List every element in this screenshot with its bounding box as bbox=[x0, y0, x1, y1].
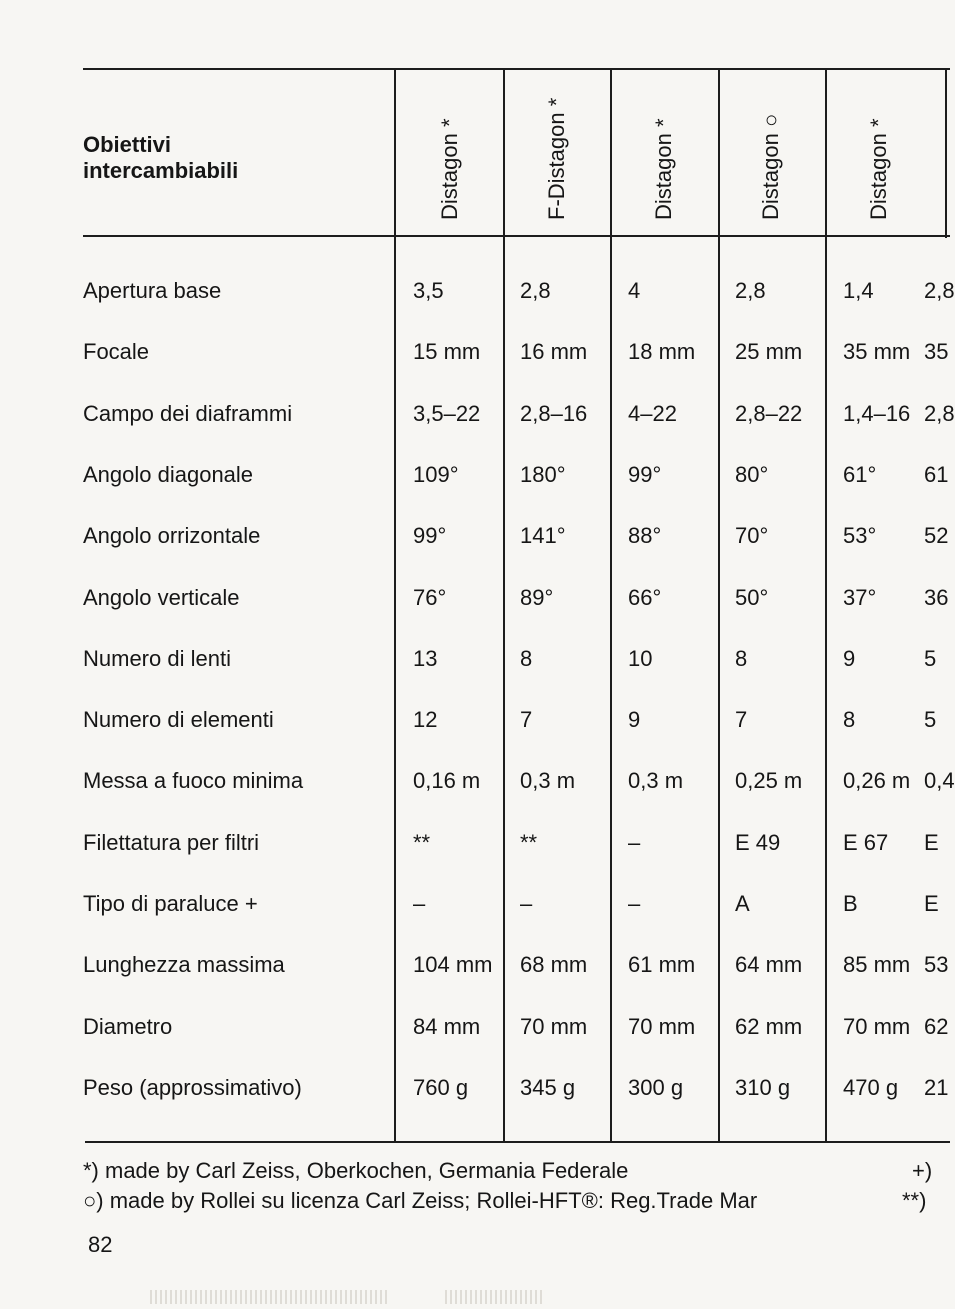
table-cell: 16 mm bbox=[520, 339, 588, 364]
table-cell: 2,8 bbox=[924, 278, 955, 303]
table-cell: 10 bbox=[628, 646, 653, 671]
table-cell: 85 mm bbox=[843, 952, 911, 977]
table-cell: 310 g bbox=[735, 1075, 791, 1100]
row-label: Numero di lenti bbox=[83, 646, 231, 671]
footnote-ref: **) bbox=[902, 1188, 927, 1213]
table-cell: 2,8 bbox=[520, 278, 551, 303]
table-cell: 36 bbox=[924, 585, 949, 610]
row-label: Angolo diagonale bbox=[83, 462, 254, 487]
table-cell: 0,4 bbox=[924, 768, 955, 793]
column-header bbox=[527, 60, 587, 220]
table-cell: 88° bbox=[628, 523, 662, 548]
table-cell: 4–22 bbox=[628, 401, 677, 426]
table-header-label bbox=[83, 132, 238, 184]
table-cell: 18 mm bbox=[628, 339, 696, 364]
lens-name: Distagon bbox=[437, 133, 462, 220]
table-cell: 0,3 m bbox=[520, 768, 576, 793]
table-cell: 5 bbox=[924, 646, 937, 671]
row-label: Angolo verticale bbox=[83, 585, 240, 610]
table-cell: 104 mm bbox=[413, 952, 493, 977]
table-cell: 68 mm bbox=[520, 952, 588, 977]
lens-name: Distagon bbox=[651, 133, 676, 220]
column-header bbox=[741, 60, 801, 220]
row-label: Tipo di paraluce + bbox=[83, 891, 258, 916]
table-cell: E bbox=[924, 891, 939, 916]
table-cell: 5 bbox=[924, 707, 937, 732]
table-cell: 25 mm bbox=[735, 339, 803, 364]
table-cell: 70 mm bbox=[628, 1014, 696, 1039]
row-label: Angolo orrizontale bbox=[83, 523, 261, 548]
table-cell: 8 bbox=[735, 646, 748, 671]
column-divider bbox=[610, 68, 612, 1141]
table-cell: 70 mm bbox=[843, 1014, 911, 1039]
footnote-rollei: ○) made by Rollei su licenza Carl Zeiss; Rollei-HFT®: Reg.Trade Mar bbox=[83, 1188, 758, 1213]
table-cell: 62 bbox=[924, 1014, 949, 1039]
table-cell: 64 mm bbox=[735, 952, 803, 977]
table-cell: 99° bbox=[413, 523, 447, 548]
table-cell: 7 bbox=[520, 707, 533, 732]
table-cell: 89° bbox=[520, 585, 554, 610]
column-divider bbox=[718, 68, 720, 1141]
column-divider bbox=[825, 68, 827, 1141]
table-cell: 61 mm bbox=[628, 952, 696, 977]
header-bottom-rule bbox=[83, 235, 950, 237]
table-top-rule bbox=[83, 68, 950, 70]
table-cell: A bbox=[735, 891, 750, 916]
table-cell: 300 g bbox=[628, 1075, 684, 1100]
table-cell: 53° bbox=[843, 523, 877, 548]
table-cell: 0,3 m bbox=[628, 768, 684, 793]
table-bottom-rule bbox=[85, 1141, 950, 1143]
table-cell: 9 bbox=[628, 707, 641, 732]
scan-smudge bbox=[150, 1290, 390, 1304]
footnote-zeiss: *) made by Carl Zeiss, Oberkochen, Germania Federale bbox=[83, 1158, 629, 1183]
table-cell: 2,8–16 bbox=[520, 401, 588, 426]
origin-mark: ○ bbox=[758, 113, 783, 128]
table-cell: 61° bbox=[843, 462, 877, 487]
origin-mark: * bbox=[437, 118, 462, 128]
table-cell: ** bbox=[520, 830, 538, 855]
table-cell: 470 g bbox=[843, 1075, 899, 1100]
footnote-ref: +) bbox=[912, 1158, 933, 1183]
row-label: Focale bbox=[83, 339, 150, 364]
table-cell: 52 bbox=[924, 523, 949, 548]
table-cell: – bbox=[520, 891, 533, 916]
column-header bbox=[849, 60, 909, 220]
header-label-line: intercambiabili bbox=[83, 158, 239, 183]
table-cell: 8 bbox=[843, 707, 856, 732]
table-cell: 4 bbox=[628, 278, 641, 303]
table-cell: 2,8 bbox=[735, 278, 766, 303]
table-cell: 7 bbox=[735, 707, 748, 732]
table-cell: 21 bbox=[924, 1075, 949, 1100]
header-label-line: Obiettivi bbox=[83, 132, 172, 157]
table-cell: 12 bbox=[413, 707, 438, 732]
table-cell: 76° bbox=[413, 585, 447, 610]
table-cell: 13 bbox=[413, 646, 438, 671]
table-cell: 50° bbox=[735, 585, 769, 610]
table-cell: 109° bbox=[413, 462, 459, 487]
row-label: Numero di elementi bbox=[83, 707, 274, 732]
column-header bbox=[634, 60, 694, 220]
table-cell: – bbox=[413, 891, 426, 916]
table-cell: 1,4–16 bbox=[843, 401, 911, 426]
table-cell: 1,4 bbox=[843, 278, 874, 303]
table-cell: – bbox=[628, 830, 641, 855]
table-cell: 70° bbox=[735, 523, 769, 548]
table-cell: 345 g bbox=[520, 1075, 576, 1100]
table-cell: 0,25 m bbox=[735, 768, 803, 793]
table-cell: 2,8–22 bbox=[735, 401, 803, 426]
table-cell: E 67 bbox=[843, 830, 889, 855]
table-cell: 141° bbox=[520, 523, 566, 548]
lens-name: F-Distagon bbox=[544, 112, 569, 220]
origin-mark: * bbox=[651, 118, 676, 128]
table-cell: ** bbox=[413, 830, 431, 855]
table-cell: 84 mm bbox=[413, 1014, 481, 1039]
table-cell: 3,5–22 bbox=[413, 401, 481, 426]
row-label: Messa a fuoco minima bbox=[83, 768, 304, 793]
table-cell: 35 bbox=[924, 339, 949, 364]
table-cell: 99° bbox=[628, 462, 662, 487]
row-label: Diametro bbox=[83, 1014, 173, 1039]
column-header bbox=[420, 60, 480, 220]
table-cell: 62 mm bbox=[735, 1014, 803, 1039]
table-cell: 37° bbox=[843, 585, 877, 610]
table-cell: 35 mm bbox=[843, 339, 911, 364]
table-cell: 80° bbox=[735, 462, 769, 487]
lens-name: Distagon bbox=[758, 133, 783, 220]
row-label: Campo dei diaframmi bbox=[83, 401, 293, 426]
table-cell: 3,5 bbox=[413, 278, 444, 303]
origin-mark: * bbox=[866, 118, 891, 128]
table-cell: E bbox=[924, 830, 939, 855]
table-cell: – bbox=[628, 891, 641, 916]
column-divider bbox=[503, 68, 505, 1141]
row-label: Lunghezza massima bbox=[83, 952, 285, 977]
column-divider bbox=[394, 68, 396, 1141]
row-label: Filettatura per filtri bbox=[83, 830, 260, 855]
table-cell: 53 bbox=[924, 952, 949, 977]
table-cell: 180° bbox=[520, 462, 566, 487]
origin-mark: * bbox=[544, 97, 569, 107]
table-cell: 70 mm bbox=[520, 1014, 588, 1039]
row-label: Peso (approssimativo) bbox=[83, 1075, 302, 1100]
table-cell: 66° bbox=[628, 585, 662, 610]
table-cell: 15 mm bbox=[413, 339, 481, 364]
scan-smudge bbox=[445, 1290, 545, 1304]
page-number: 82 bbox=[88, 1232, 113, 1257]
table-cell: B bbox=[843, 891, 858, 916]
table-cell: 9 bbox=[843, 646, 856, 671]
table-cell: 0,16 m bbox=[413, 768, 481, 793]
table-cell: 2,8 bbox=[924, 401, 955, 426]
table-cell: 61 bbox=[924, 462, 949, 487]
table-cell: 760 g bbox=[413, 1075, 469, 1100]
lens-name: Distagon bbox=[866, 133, 891, 220]
table-cell: 0,26 m bbox=[843, 768, 911, 793]
row-label: Apertura base bbox=[83, 278, 222, 303]
column-divider bbox=[945, 68, 947, 238]
table-cell: E 49 bbox=[735, 830, 781, 855]
table-cell: 8 bbox=[520, 646, 533, 671]
